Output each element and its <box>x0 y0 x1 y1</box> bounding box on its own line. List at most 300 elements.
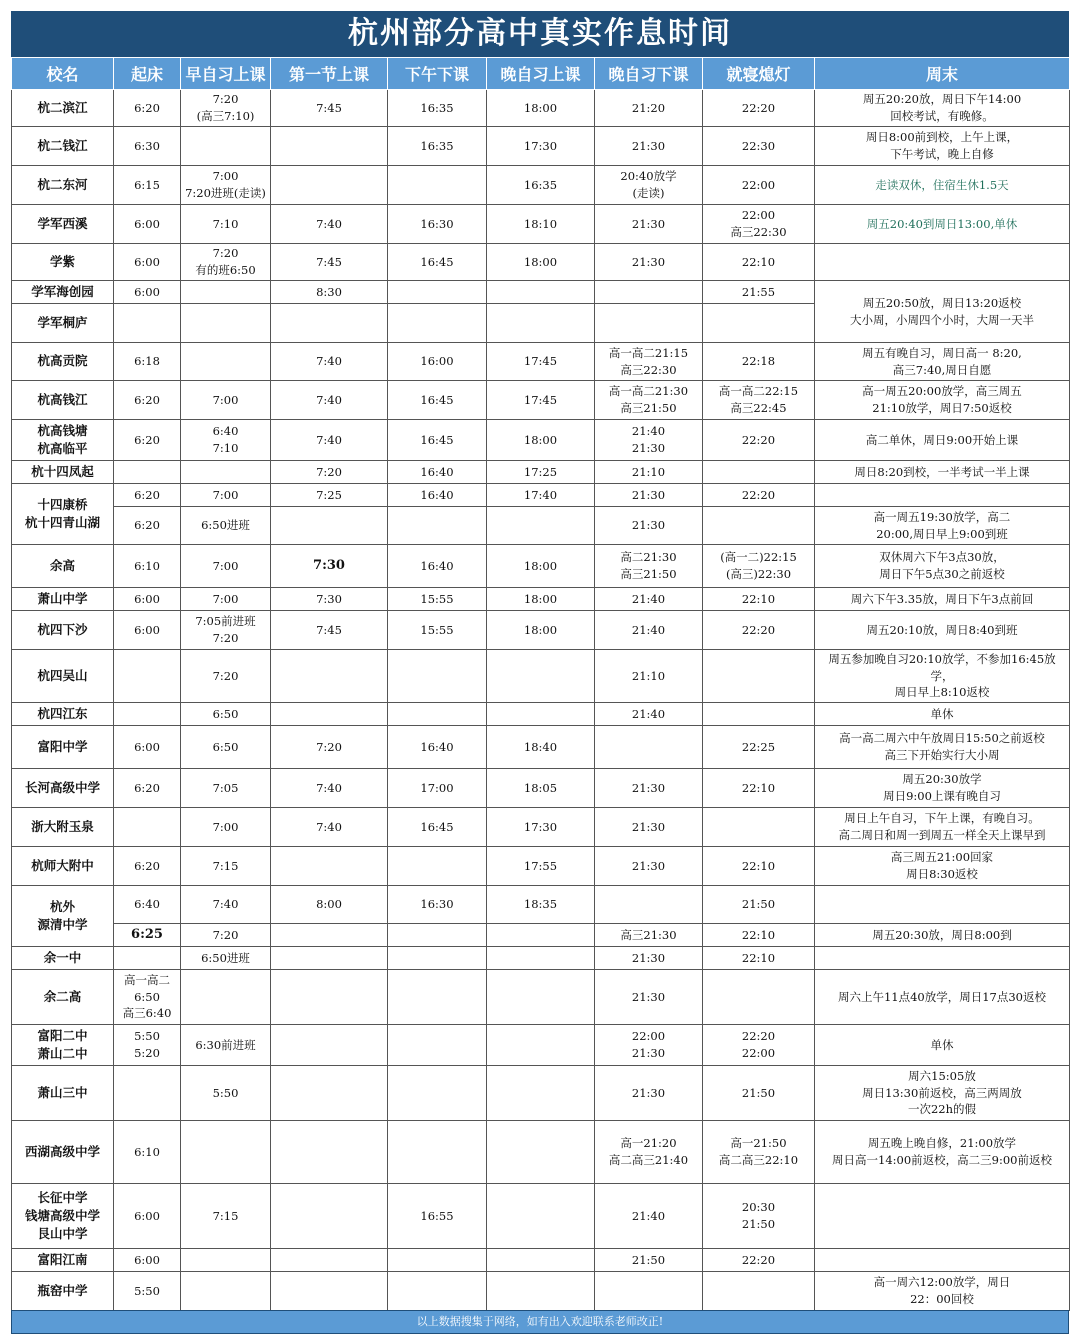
table-row <box>12 461 1070 484</box>
cell-text: 钱塘高级中学 <box>24 1207 100 1223</box>
cell-text: 7:20 <box>212 668 239 683</box>
table-cell <box>181 1066 271 1121</box>
table-cell <box>703 1025 815 1066</box>
table-row <box>12 1121 1070 1184</box>
cell-text: 7:15 <box>212 858 239 873</box>
cell-text: 21:40 <box>631 1208 666 1223</box>
table-row <box>12 970 1070 1025</box>
table-cell <box>595 769 703 808</box>
cell-text: 6:50 <box>212 706 239 721</box>
table-cell <box>595 588 703 611</box>
table-cell <box>114 769 181 808</box>
table-cell <box>388 381 487 420</box>
table-cell <box>815 650 1070 703</box>
cell-text: 7:20 <box>212 246 239 261</box>
cell-text: 21:10 <box>631 464 666 479</box>
cell-text: 6:00 <box>134 284 160 299</box>
cell-text: 高三21:50 <box>620 567 677 581</box>
table-cell <box>114 924 181 947</box>
table-cell <box>114 545 181 588</box>
table-cell <box>595 343 703 381</box>
cell-text: 20:30 <box>741 1200 776 1215</box>
table-cell <box>487 970 595 1025</box>
table-cell <box>388 847 487 886</box>
cell-text: 21:50 <box>741 1217 776 1232</box>
cell-text: 余一中 <box>43 949 82 965</box>
table-cell <box>815 947 1070 970</box>
cell-text: 6:00 <box>134 739 160 754</box>
table-cell <box>595 1121 703 1184</box>
cell-text: 22:00 <box>741 208 776 223</box>
table-cell <box>114 461 181 484</box>
school-name-cell <box>12 1121 114 1184</box>
cell-text: 周五20:10放，周日8:40到班 <box>866 622 1018 637</box>
table-cell <box>271 924 388 947</box>
table-cell <box>271 381 388 420</box>
table-row <box>12 420 1070 461</box>
table-cell <box>271 769 388 808</box>
table-cell <box>271 970 388 1025</box>
table-cell <box>388 166 487 205</box>
table-cell <box>271 947 388 970</box>
cell-text: 21:50 <box>741 897 776 912</box>
cell-text: 21:50 <box>631 1252 666 1267</box>
school-name-cell <box>12 970 114 1025</box>
cell-text: 杭十四青山湖 <box>24 515 100 530</box>
cell-text: 6:20 <box>134 392 160 407</box>
table-row <box>12 947 1070 970</box>
school-name-cell <box>12 886 114 947</box>
table-cell <box>487 461 595 484</box>
table-cell <box>815 1066 1070 1121</box>
cell-text: 周日9:00上课有晚自习 <box>883 789 1001 804</box>
cell-text: 高三22:30 <box>620 362 677 377</box>
cell-text: 周五有晚自习，周日高一 8:20, <box>862 345 1022 360</box>
cell-text: 单休 <box>930 1037 954 1052</box>
table-cell <box>388 947 487 970</box>
col-header: 下午下课 <box>388 58 487 90</box>
table-cell <box>271 484 388 507</box>
table-cell <box>388 588 487 611</box>
table-cell <box>487 947 595 970</box>
cell-text: 杭十四凤起 <box>31 463 94 479</box>
table-cell <box>815 970 1070 1025</box>
school-name-cell <box>12 420 114 461</box>
cell-text: 单休 <box>930 706 954 721</box>
table-cell <box>181 650 271 703</box>
cell-text: 7:45 <box>316 100 342 115</box>
cell-text: 周五20:30放学 <box>902 772 982 787</box>
cell-text: 21:30 <box>631 950 666 965</box>
cell-text: 富阳二中 <box>37 1027 88 1043</box>
cell-text: 21:10放学，周日7:50返校 <box>872 401 1012 415</box>
table-cell <box>703 1066 815 1121</box>
table-cell <box>595 244 703 281</box>
table-cell <box>181 304 271 343</box>
table-cell <box>271 1184 388 1249</box>
cell-text: 21:30 <box>631 216 666 231</box>
table-cell <box>487 281 595 304</box>
table-cell <box>487 847 595 886</box>
school-name-cell <box>12 304 114 343</box>
cell-text: 7:40 <box>316 432 342 447</box>
cell-text: 18:00 <box>523 254 558 269</box>
table-cell <box>388 244 487 281</box>
table-cell <box>703 924 815 947</box>
table-cell <box>388 1025 487 1066</box>
table-cell <box>388 1121 487 1184</box>
table-cell <box>114 166 181 205</box>
table-cell <box>181 244 271 281</box>
table-cell <box>388 886 487 924</box>
cell-text: 22:10 <box>741 927 776 942</box>
table-cell <box>815 281 1070 343</box>
cell-text: 21:30 <box>631 780 666 795</box>
table-row <box>12 127 1070 166</box>
school-name-cell <box>12 244 114 281</box>
table-cell <box>388 545 487 588</box>
table-cell <box>181 420 271 461</box>
cell-text: 周日高一14:00前返校，高二三9:00前返校 <box>832 1153 1052 1168</box>
cell-text: 22：00回校 <box>910 1292 974 1307</box>
table-cell <box>271 726 388 769</box>
table-cell <box>487 1025 595 1066</box>
table-row <box>12 886 1070 924</box>
table-cell <box>181 808 271 847</box>
table-cell <box>114 1272 181 1311</box>
table-row <box>12 281 1070 304</box>
school-name-cell <box>12 588 114 611</box>
table-cell <box>815 847 1070 886</box>
table-cell <box>388 127 487 166</box>
table-cell <box>388 90 487 127</box>
cell-text: (高三7:10) <box>196 109 255 123</box>
cell-text: (走读) <box>632 186 665 200</box>
cell-text: 18:00 <box>523 622 558 637</box>
table-cell <box>487 650 595 703</box>
cell-text: 高三21:50 <box>620 401 677 415</box>
table-cell <box>487 205 595 244</box>
table-cell <box>271 545 388 588</box>
cell-text: 高三周五21:00回家 <box>890 850 994 865</box>
table-cell <box>114 420 181 461</box>
school-name-cell <box>12 127 114 166</box>
table-cell <box>388 924 487 947</box>
cell-text: 22:10 <box>741 591 776 606</box>
table-cell <box>487 769 595 808</box>
table-cell <box>595 1184 703 1249</box>
cell-text: 21:30 <box>631 138 666 153</box>
table-cell <box>181 726 271 769</box>
table-cell <box>703 343 815 381</box>
schedule-table <box>11 57 1070 1311</box>
table-cell <box>703 281 815 304</box>
cell-text: 21:30 <box>631 441 666 455</box>
table-cell <box>114 127 181 166</box>
cell-text: 16:30 <box>420 897 454 912</box>
table-cell <box>388 808 487 847</box>
cell-text: 6:30前进班 <box>195 1037 256 1052</box>
table-cell <box>703 650 815 703</box>
cell-text: 6:20 <box>134 487 160 502</box>
table-row <box>12 205 1070 244</box>
table-cell <box>114 1121 181 1184</box>
table-cell <box>487 484 595 507</box>
table-cell <box>815 381 1070 420</box>
cell-text: 5:50 <box>212 1085 239 1100</box>
table-cell <box>271 1025 388 1066</box>
table-row <box>12 588 1070 611</box>
table-cell <box>815 244 1070 281</box>
cell-text: 21:40 <box>631 591 666 606</box>
cell-text: 22:10 <box>741 780 776 795</box>
table-cell <box>181 205 271 244</box>
table-cell <box>595 947 703 970</box>
table-cell <box>487 886 595 924</box>
table-cell <box>114 947 181 970</box>
cell-text: 5:50 <box>134 1029 160 1044</box>
table-cell <box>114 703 181 726</box>
table-cell <box>271 1249 388 1272</box>
school-name-cell <box>12 1272 114 1311</box>
cell-text: 7:00 <box>212 819 239 834</box>
cell-text: 6:00 <box>134 1208 160 1223</box>
cell-text: 6:20 <box>134 432 160 447</box>
cell-text: 富阳江南 <box>37 1251 88 1267</box>
cell-text: 高一高二21:30 <box>608 384 689 399</box>
cell-text: 16:35 <box>420 138 454 153</box>
cell-text: 7:05前进班 <box>195 614 256 629</box>
cell-text: 高一21:20 <box>620 1136 677 1151</box>
table-cell <box>703 244 815 281</box>
table-cell <box>114 886 181 924</box>
cell-text: 6:00 <box>134 254 160 269</box>
table-cell <box>595 304 703 343</box>
table-cell <box>114 588 181 611</box>
cell-text: 17:00 <box>420 780 454 795</box>
table-cell <box>388 1184 487 1249</box>
table-cell <box>271 1121 388 1184</box>
school-name-cell <box>12 1249 114 1272</box>
cell-text: 21:30 <box>631 518 666 533</box>
cell-text: 杭高贡院 <box>37 353 88 369</box>
cell-text: 学军海创园 <box>31 283 94 299</box>
table-cell <box>595 726 703 769</box>
cell-text: 8:30 <box>316 284 342 299</box>
col-header: 第一节上课 <box>271 58 388 90</box>
school-name-cell <box>12 281 114 304</box>
cell-text: 16:45 <box>420 819 454 834</box>
table-cell <box>271 244 388 281</box>
table-cell <box>595 886 703 924</box>
cell-text: 22:00 <box>631 1029 666 1044</box>
table-cell <box>114 1025 181 1066</box>
school-name-cell <box>12 703 114 726</box>
table-cell <box>703 507 815 545</box>
cell-text: 高三21:30 <box>620 927 677 942</box>
cell-text: 22:25 <box>741 739 776 754</box>
col-header: 起床 <box>114 58 181 90</box>
cell-text: 高一高二周六中午放周日15:50之前返校 <box>839 731 1045 746</box>
school-name-cell <box>12 650 114 703</box>
table-cell <box>114 726 181 769</box>
school-name-cell <box>12 769 114 808</box>
cell-text: 6:00 <box>134 1252 160 1267</box>
table-row <box>12 545 1070 588</box>
table-row <box>12 808 1070 847</box>
cell-text: 21:30 <box>631 989 666 1004</box>
cell-text: 7:20进班(走读) <box>185 186 266 200</box>
table-cell <box>703 1249 815 1272</box>
cell-text: 高二周日和周一到周五一样全天上课早到 <box>838 828 1046 843</box>
table-cell <box>388 703 487 726</box>
cell-text: 7:40 <box>316 216 342 231</box>
table-cell <box>388 304 487 343</box>
cell-text: 18:40 <box>523 739 558 754</box>
cell-text: 7:20 <box>212 92 239 107</box>
table-cell <box>487 808 595 847</box>
table-cell <box>487 420 595 461</box>
table-cell <box>181 127 271 166</box>
cell-text: 7:45 <box>316 254 342 269</box>
table-cell <box>487 1249 595 1272</box>
table-row <box>12 1066 1070 1121</box>
table-row <box>12 166 1070 205</box>
table-cell <box>815 166 1070 205</box>
table-row <box>12 726 1070 769</box>
cell-text: 学军桐庐 <box>37 314 88 330</box>
cell-text: 6:20 <box>134 858 160 873</box>
table-cell <box>388 420 487 461</box>
table-body <box>12 90 1070 1311</box>
table-cell <box>388 1272 487 1311</box>
table-cell <box>815 588 1070 611</box>
cell-text: 17:40 <box>523 487 558 502</box>
page-title: 杭州部分高中真实作息时间 <box>11 11 1069 57</box>
table-cell <box>815 1025 1070 1066</box>
cell-text: 高一周五20:00放学，高三周五 <box>862 384 1022 399</box>
table-cell <box>114 484 181 507</box>
cell-text: 余二高 <box>43 988 82 1004</box>
table-cell <box>181 703 271 726</box>
table-cell <box>703 1184 815 1249</box>
cell-text: 富阳中学 <box>37 738 88 754</box>
cell-text: 7:00 <box>212 392 239 407</box>
school-name-cell <box>12 381 114 420</box>
cell-text: 5:50 <box>134 1283 160 1298</box>
cell-text: 周日8:20到校，一半考试一半上课 <box>854 464 1030 479</box>
cell-text: 7:00 <box>212 487 239 502</box>
cell-text: 7:20 <box>316 739 342 754</box>
cell-text: 6:25 <box>131 926 163 942</box>
table-cell <box>181 1272 271 1311</box>
table-cell <box>815 484 1070 507</box>
table-cell <box>595 461 703 484</box>
cell-text: 一次22h的假 <box>907 1102 977 1117</box>
cell-text: 7:30 <box>316 591 342 606</box>
cell-text: 高二21:30 <box>620 550 677 565</box>
table-cell <box>703 205 815 244</box>
cell-text: 18:10 <box>523 216 558 231</box>
table-cell <box>181 461 271 484</box>
school-name-cell <box>12 726 114 769</box>
cell-text: 21:30 <box>631 858 666 873</box>
table-cell <box>271 205 388 244</box>
table-cell <box>487 304 595 343</box>
cell-text: 21:55 <box>741 284 776 299</box>
col-header: 晚自习下课 <box>595 58 703 90</box>
table-cell <box>815 545 1070 588</box>
table-cell <box>388 205 487 244</box>
table-cell <box>181 1249 271 1272</box>
table-cell <box>181 1025 271 1066</box>
table-cell <box>595 127 703 166</box>
cell-text: 杭四下沙 <box>37 621 88 637</box>
table-cell <box>595 205 703 244</box>
cell-text: 杭二钱江 <box>37 137 88 153</box>
cell-text: 周六上午11点40放学，周日17点30返校 <box>837 989 1047 1004</box>
school-name-cell <box>12 545 114 588</box>
table-row <box>12 484 1070 507</box>
cell-text: 6:50 <box>134 989 160 1004</box>
table-cell <box>815 420 1070 461</box>
table-cell <box>487 343 595 381</box>
cell-text: 21:40 <box>631 706 666 721</box>
table-cell <box>703 381 815 420</box>
table-cell <box>487 90 595 127</box>
cell-text: 7:15 <box>212 1208 239 1223</box>
cell-text: 16:45 <box>420 254 454 269</box>
cell-text: 高三6:40 <box>122 1006 172 1021</box>
table-cell <box>595 703 703 726</box>
table-cell <box>114 244 181 281</box>
cell-text: (高三)22:30 <box>725 567 792 581</box>
table-row <box>12 703 1070 726</box>
table-cell <box>815 507 1070 545</box>
cell-text: 周日早上8:10返校 <box>894 685 990 700</box>
cell-text: 6:30 <box>134 138 160 153</box>
cell-text: 周日上午自习，下午上课，有晚自习。 <box>844 811 1040 826</box>
table-cell <box>595 1272 703 1311</box>
cell-text: 高三22:45 <box>730 401 787 415</box>
table-cell <box>487 166 595 205</box>
table-cell <box>815 886 1070 924</box>
school-name-cell <box>12 847 114 886</box>
school-name-cell <box>12 611 114 650</box>
table-cell <box>388 650 487 703</box>
table-cell <box>703 484 815 507</box>
cell-text: 周日下午5点30之前返校 <box>879 567 1005 581</box>
cell-text: 瓶窑中学 <box>37 1282 88 1298</box>
table-cell <box>388 1066 487 1121</box>
cell-text: 22:00 <box>741 177 776 192</box>
table-cell <box>114 343 181 381</box>
cell-text: 21:10 <box>631 668 666 683</box>
cell-text: 21:30 <box>631 1046 666 1061</box>
table-cell <box>703 769 815 808</box>
table-cell <box>388 726 487 769</box>
table-cell <box>388 970 487 1025</box>
table-cell <box>703 304 815 343</box>
table-cell <box>703 1121 815 1184</box>
cell-text: 6:00 <box>134 622 160 637</box>
table-cell <box>595 1066 703 1121</box>
cell-text: 17:45 <box>523 354 558 369</box>
table-cell <box>181 947 271 970</box>
table-cell <box>181 166 271 205</box>
table-cell <box>595 847 703 886</box>
table-cell <box>114 90 181 127</box>
